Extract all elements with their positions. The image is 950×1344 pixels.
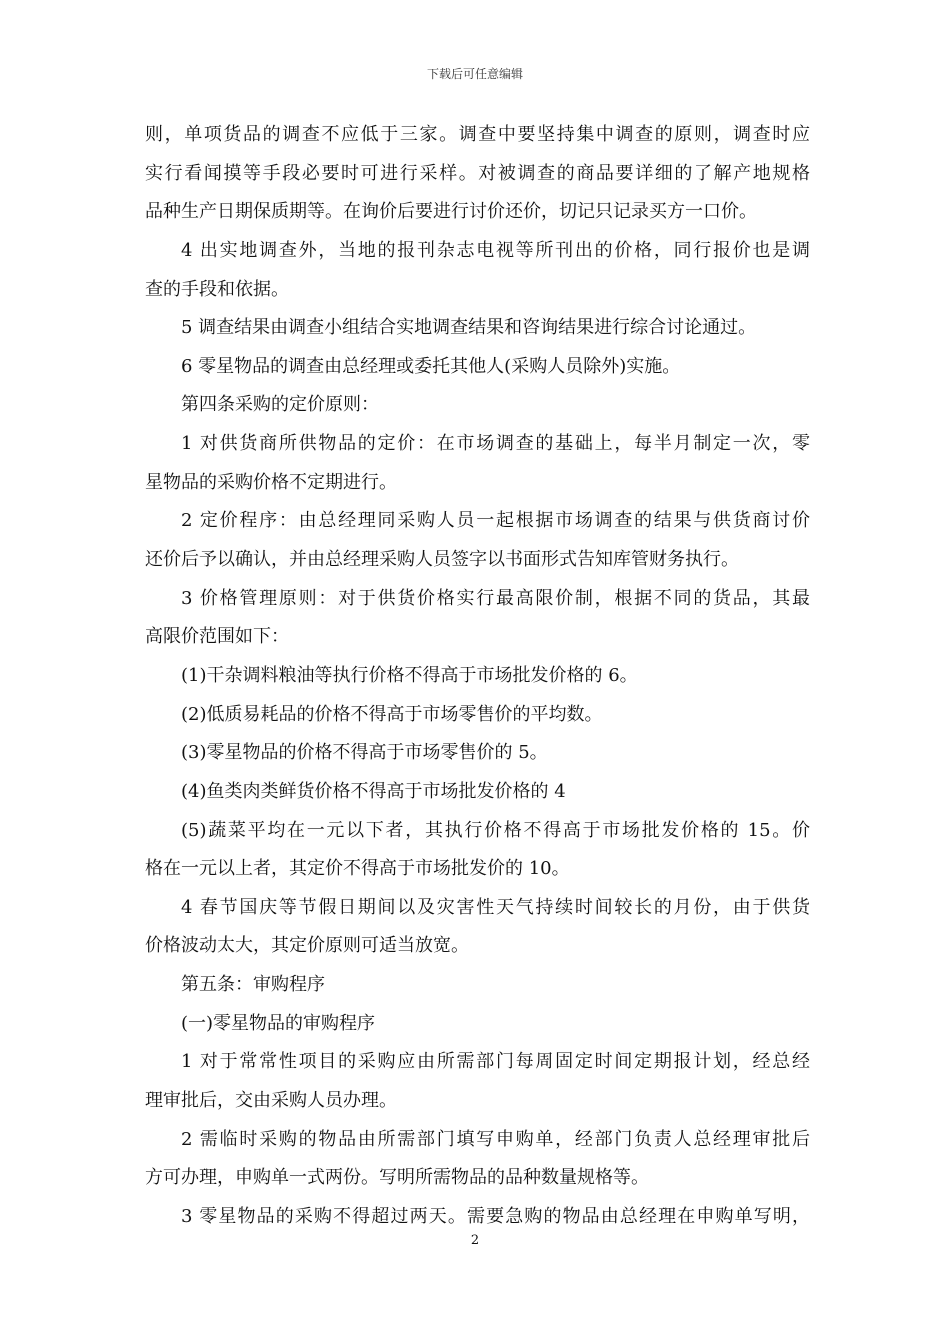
text-line: (1)干杂调料粮油等执行价格不得高于市场批发价格的 6。 (181, 664, 638, 686)
text-line: 理审批后，交由采购人员办理。 (145, 1090, 397, 1112)
text-line: (2)低质易耗品的价格不得高于市场零售价的平均数。 (181, 703, 603, 725)
text-line: 第四条采购的定价原则： (181, 394, 379, 416)
text-line: 3 价格管理原则：对于供货价格实行最高限价制，根据不同的货品，其最 (181, 587, 810, 609)
text-line: 1 对供货商所供物品的定价：在市场调查的基础上，每半月制定一次，零 (181, 433, 810, 455)
text-line: 第五条：审购程序 (181, 974, 325, 996)
text-line: 6 零星物品的调查由总经理或委托其他人(采购人员除外)实施。 (181, 355, 681, 377)
page-number: 2 (470, 1233, 480, 1248)
text-line: 星物品的采购价格不定期进行。 (145, 471, 397, 493)
text-line: 2 定价程序：由总经理同采购人员一起根据市场调查的结果与供货商讨价 (181, 510, 810, 532)
text-line: (一)零星物品的审购程序 (181, 1012, 376, 1034)
text-line: 5 调查结果由调查小组结合实地调查结果和咨询结果进行综合讨论通过。 (181, 317, 757, 339)
text-line: 方可办理，申购单一式两份。写明所需物品的品种数量规格等。 (145, 1167, 649, 1189)
text-line: 还价后予以确认，并由总经理采购人员签字以书面形式告知库管财务执行。 (145, 549, 739, 571)
page-header: 下载后可任意编辑 (426, 67, 523, 81)
text-line: (4)鱼类肉类鲜货价格不得高于市场批发价格的 4 (181, 780, 566, 802)
document-body (145, 123, 810, 1244)
text-line: 1 对于常常性项目的采购应由所需部门每周固定时间定期报计划，经总经 (181, 1051, 810, 1073)
text-line: (5)蔬菜平均在一元以下者，其执行价格不得高于市场批发价格的 15。价 (181, 819, 810, 841)
text-line: 价格波动太大，其定价原则可适当放宽。 (145, 935, 469, 957)
text-line: 查的手段和依据。 (145, 278, 289, 300)
text-line: 4 出实地调查外，当地的报刊杂志电视等所刊出的价格，同行报价也是调 (181, 239, 810, 261)
text-line: 3 零星物品的采购不得超过两天。需要急购的物品由总经理在申购单写明， (181, 1205, 810, 1227)
text-line: 则，单项货品的调查不应低于三家。调查中要坚持集中调查的原则，调查时应 (145, 124, 810, 145)
text-line: 格在一元以上者，其定价不得高于市场批发价的 10。 (145, 858, 570, 880)
text-line: 4 春节国庆等节假日期间以及灾害性天气持续时间较长的月份，由于供货 (181, 896, 810, 918)
text-line: 品种生产日期保质期等。在询价后要进行讨价还价，切记只记录买方一口价。 (145, 201, 757, 223)
text-line: 高限价范围如下： (145, 626, 289, 648)
text-line: (3)零星物品的价格不得高于市场零售价的 5。 (181, 742, 548, 764)
text-line: 实行看闻摸等手段必要时可进行采样。对被调查的商品要详细的了解产地规格 (145, 162, 810, 184)
text-line: 2 需临时采购的物品由所需部门填写申购单，经部门负责人总经理审批后 (181, 1128, 810, 1150)
